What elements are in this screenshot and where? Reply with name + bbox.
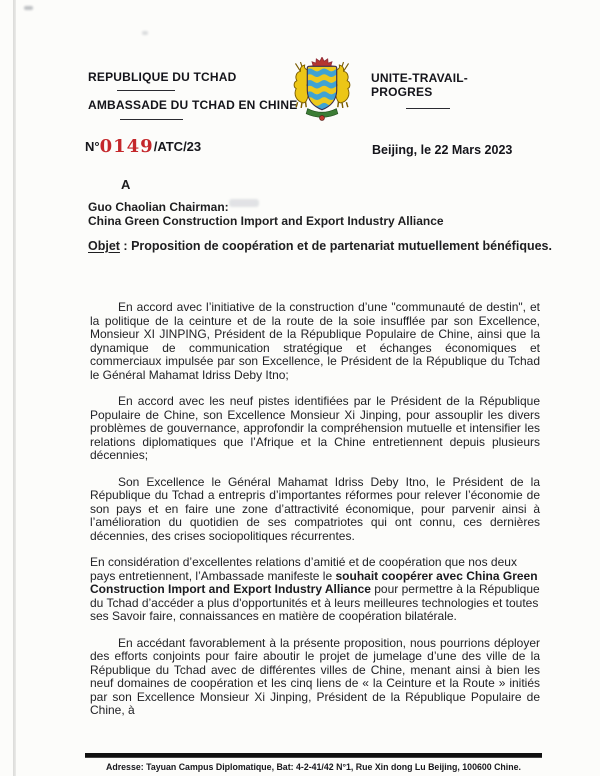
- scan-artifact: [24, 6, 33, 10]
- paragraph-5: En accédant favorablement à la présente proposition, nous pourrions déployer des efforts conjoints pour faire aboutir le projet de jumelage d’une des ville de la République du Tchad avec de différentes villes de Chine, menant ainsi à bien les neuf domaines de coopération et les cinq liens de « la Ceinture et la Route » initiés par son Excellence Monsieur Xi Jinping, Président de la République Populaire de Chine, à: [90, 635, 540, 717]
- dateline: Beijing, le 22 Mars 2023: [372, 143, 513, 157]
- header-rule: [120, 119, 183, 120]
- paragraph-4-bold: souhait coopérer avec China Green Construction Import and Export Industry Alliance: [90, 568, 538, 596]
- addressee-organization: China Green Construction Import and Export Industry Alliance: [88, 214, 444, 228]
- paragraph-1: En accord avec l’initiative de la construction d’une "communauté de destin", et la politique de la ceinture et de la route de la soie insufflée par son Excellence, Monsieur XI JINPING, Président de la République Populaire de Chine, ainsi que la dynamique de communication stratégique et échanges économiques et commerciaux impulsée par son Excellence, le Président de la République du Tchad le Général Mahamat Idriss Deby Itno;: [90, 300, 540, 382]
- letterhead-right: [371, 71, 531, 109]
- letter-body: [90, 301, 540, 718]
- footer-rule: [85, 753, 542, 758]
- page-footer: [85, 753, 542, 772]
- scan-artifact: [142, 31, 148, 35]
- scan-artifact: [229, 199, 259, 207]
- republic-title: REPUBLIQUE DU TCHAD: [88, 70, 237, 84]
- ref-prefix: N°: [85, 139, 100, 154]
- motto: UNITE-TRAVAIL- PROGRES: [371, 71, 469, 99]
- footer-address: Adresse: Tayuan Campus Diplomatique, Bat: 4-2-41/42 N°1, Rue Xin dong Lu Beijing, 100600 Chine.: [106, 762, 521, 772]
- subject-separator: :: [119, 239, 132, 253]
- scan-edge-line: [13, 0, 16, 776]
- header-rule: [406, 108, 450, 109]
- paragraph-4: [90, 556, 540, 624]
- salutation-letter: A: [121, 177, 131, 192]
- letterhead-left: [88, 70, 308, 120]
- subject-label: Objet: [88, 239, 120, 253]
- paragraph-3: Son Excellence le Général Mahamat Idriss Deby Itno, le Président de la République du Tchad a entrepris d’importantes réformes pour relever l’économie de son pays et en faire une zone d’attractivité économique, pour parvenir ainsi à l’amélioration du quotidien de ses compatriotes qui ont connu, ces dernières décennies, des crises sociopolitiques récurrentes.: [90, 474, 540, 543]
- paragraph-4-post: pour permettre à la République du Tchad d’accéder a plus d'opportunités et à leurs meilleures technologies et toutes ses Savoir faire, connaissances en matière de coopération bilatérale.: [90, 582, 540, 623]
- ref-number-stamp: 0149: [99, 136, 154, 157]
- ref-suffix: /ATC/23: [153, 139, 202, 154]
- chad-coat-of-arms-icon: [286, 57, 358, 123]
- subject-line: [88, 239, 558, 254]
- subject-text: Proposition de coopération et de partenariat mutuellement bénéfiques.: [131, 239, 552, 253]
- header-rule: [117, 90, 175, 91]
- paragraph-4-pre: En considération d’excellentes relations d’amitié et de coopération que nos deux pays entretiennent, l’Ambassade manifeste le: [90, 555, 517, 583]
- paragraph-2: En accord avec les neuf pistes identifiées par le Président de la République Populaire de Chine, son Excellence Monsieur Xi Jinping, pour assouplir les divers problèmes de gouvernance, approfondir la compréhension mutuelle et intensifier les relations diplomatiques que l’Afrique et la Chine entretiennent depuis plusieurs décennies;: [90, 394, 540, 462]
- embassy-title: AMBASSADE DU TCHAD EN CHINE: [88, 98, 298, 112]
- reference-number: [85, 136, 201, 157]
- addressee-name: Guo Chaolian Chairman:: [88, 200, 229, 214]
